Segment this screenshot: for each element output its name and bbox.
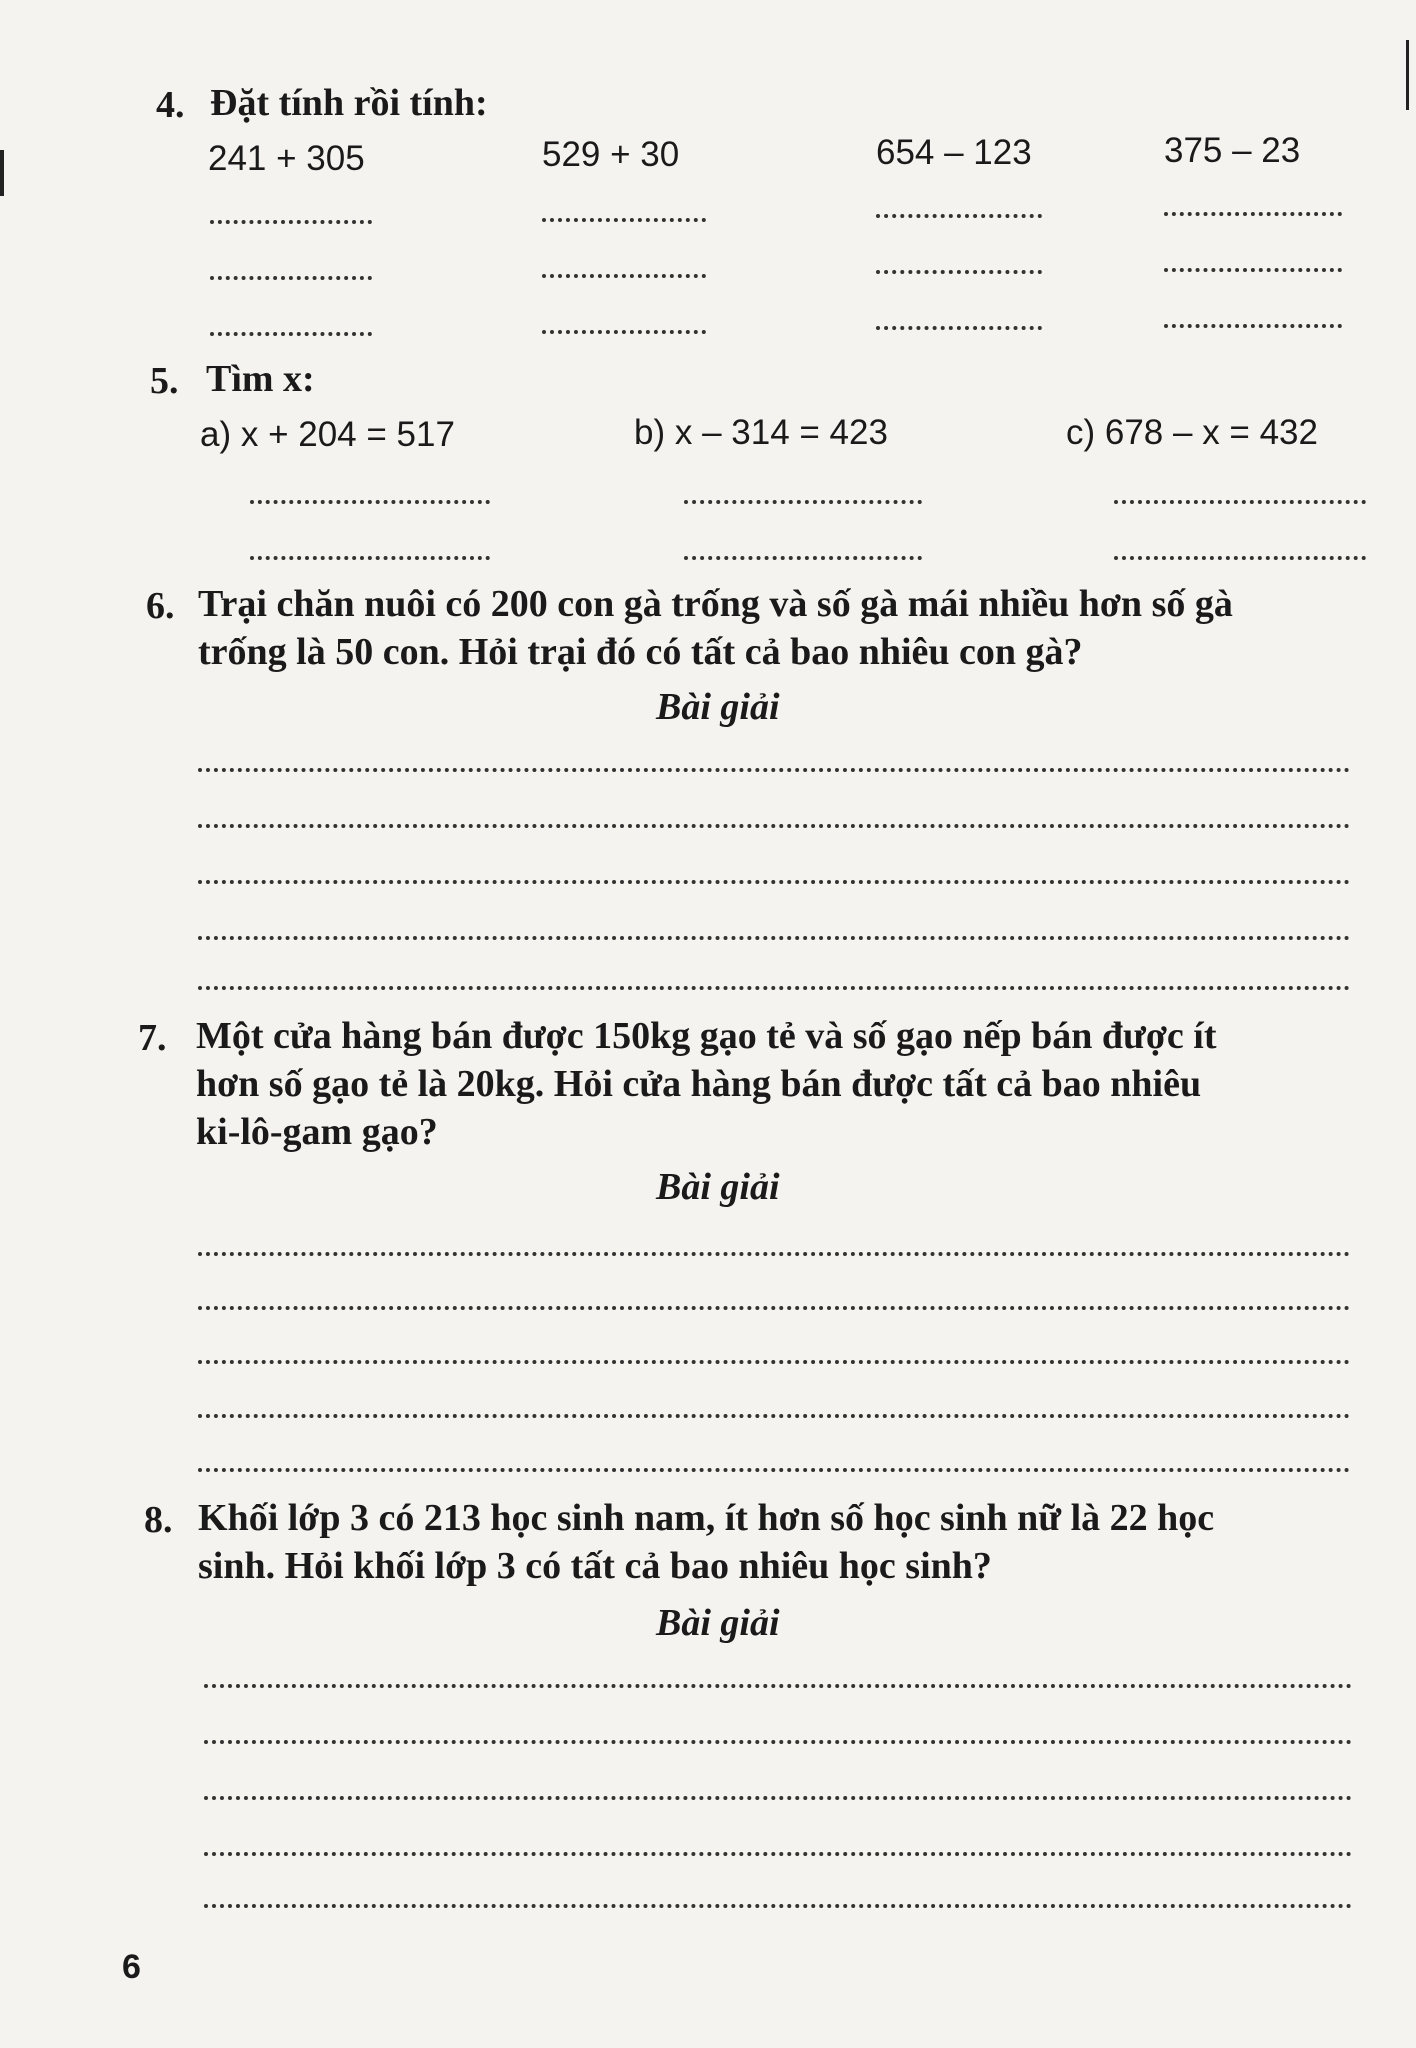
answer-line[interactable]: [876, 214, 1042, 218]
answer-line[interactable]: [210, 220, 372, 224]
q8-line-2: sinh. Hỏi khối lớp 3 có tất cả bao nhiêu học sinh?: [198, 1545, 992, 1587]
answer-line[interactable]: [204, 1904, 1352, 1908]
q4-expr-3: 654 – 123: [876, 133, 1032, 172]
answer-line[interactable]: [204, 1684, 1352, 1688]
q6-line-1: Trại chăn nuôi có 200 con gà trống và số gà mái nhiều hơn số gà: [198, 583, 1233, 625]
answer-line[interactable]: [210, 332, 372, 336]
q4-number: 4.: [156, 84, 185, 126]
answer-line[interactable]: [250, 556, 490, 560]
q8-number: 8.: [144, 1499, 173, 1541]
q7-number: 7.: [138, 1017, 167, 1059]
answer-line[interactable]: [1164, 212, 1342, 216]
page-number: 6: [122, 1948, 141, 1986]
answer-line[interactable]: [542, 274, 706, 278]
answer-line[interactable]: [198, 1414, 1350, 1418]
q5-item-b: b) x – 314 = 423: [634, 413, 888, 452]
answer-line[interactable]: [250, 500, 490, 504]
answer-line[interactable]: [1114, 556, 1366, 560]
answer-line[interactable]: [876, 326, 1042, 330]
q6-solution-heading: Bài giải: [656, 686, 780, 728]
q8-solution-heading: Bài giải: [656, 1602, 780, 1644]
scan-edge-mark: [1406, 40, 1409, 110]
q5-title: Tìm x:: [206, 358, 315, 400]
answer-line[interactable]: [198, 1306, 1350, 1310]
answer-line[interactable]: [204, 1852, 1352, 1856]
answer-line[interactable]: [1164, 324, 1342, 328]
answer-line[interactable]: [876, 270, 1042, 274]
q7-solution-heading: Bài giải: [656, 1166, 780, 1208]
answer-line[interactable]: [198, 768, 1350, 772]
answer-line[interactable]: [198, 936, 1350, 940]
q5-item-c: c) 678 – x = 432: [1066, 413, 1318, 452]
q6-line-2: trống là 50 con. Hỏi trại đó có tất cả bao nhiêu con gà?: [198, 631, 1083, 673]
q4-expr-1: 241 + 305: [208, 139, 365, 178]
scan-edge-mark: [0, 150, 4, 196]
q5-item-a: a) x + 204 = 517: [200, 415, 455, 454]
q8-line-1: Khối lớp 3 có 213 học sinh nam, ít hơn số học sinh nữ là 22 học: [198, 1497, 1215, 1539]
answer-line[interactable]: [542, 330, 706, 334]
answer-line[interactable]: [684, 556, 922, 560]
q7-line-2: hơn số gạo tẻ là 20kg. Hỏi cửa hàng bán được tất cả bao nhiêu: [196, 1063, 1202, 1105]
answer-line[interactable]: [204, 1796, 1352, 1800]
answer-line[interactable]: [684, 500, 922, 504]
answer-line[interactable]: [542, 218, 706, 222]
answer-line[interactable]: [198, 880, 1350, 884]
answer-line[interactable]: [198, 986, 1350, 990]
answer-line[interactable]: [198, 1360, 1350, 1364]
q4-expr-2: 529 + 30: [542, 135, 680, 174]
answer-line[interactable]: [1114, 500, 1366, 504]
q4-title: Đặt tính rồi tính:: [210, 82, 488, 124]
q5-number: 5.: [150, 360, 179, 402]
q6-number: 6.: [146, 585, 175, 627]
answer-line[interactable]: [198, 1468, 1350, 1472]
q4-expr-4: 375 – 23: [1164, 131, 1301, 170]
answer-line[interactable]: [210, 276, 372, 280]
answer-line[interactable]: [198, 1252, 1350, 1256]
answer-line[interactable]: [1164, 268, 1342, 272]
answer-line[interactable]: [198, 824, 1350, 828]
answer-line[interactable]: [204, 1740, 1352, 1744]
q7-line-3: ki-lô-gam gạo?: [196, 1111, 438, 1153]
q7-line-1: Một cửa hàng bán được 150kg gạo tẻ và số gạo nếp bán được ít: [196, 1015, 1217, 1057]
